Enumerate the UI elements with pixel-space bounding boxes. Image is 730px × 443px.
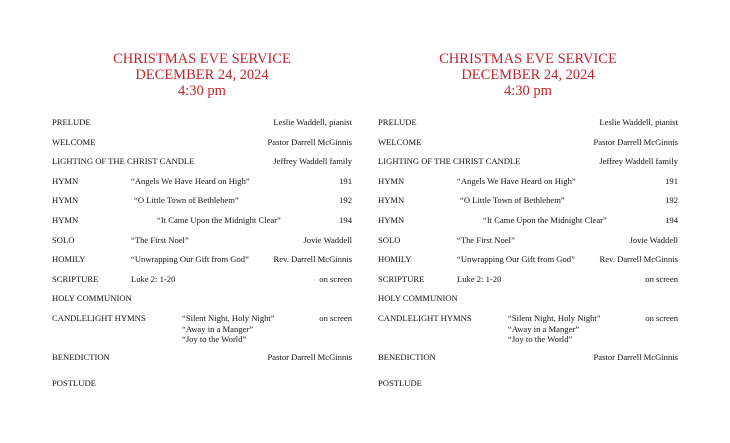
item-label: LIGHTING OF THE CHRIST CANDLE: [378, 156, 521, 166]
item-detail-list: [508, 313, 601, 345]
item-performer: Pastor Darrell McGinnis: [267, 137, 352, 147]
item-detail: “Angels We Have Heard on High”: [131, 176, 250, 186]
item-welcome: [378, 137, 678, 149]
item-hymn-1: [378, 176, 678, 188]
item-detail: Luke 2: 1-20: [457, 274, 502, 284]
item-label: HOMILY: [52, 254, 86, 264]
item-performer: Leslie Waddell, pianist: [599, 117, 678, 127]
item-label: POSTLUDE: [378, 378, 422, 388]
item-hymn-3: [378, 215, 678, 227]
item-hymn-2: [52, 195, 352, 207]
item-detail: “The First Noel”: [131, 235, 189, 245]
item-prelude: [52, 117, 352, 129]
item-postlude: [378, 378, 678, 390]
item-prelude: [378, 117, 678, 129]
item-label: HYMN: [378, 215, 405, 225]
item-detail: “O Little Town of Bethlehem”: [460, 195, 565, 205]
title-line-1: CHRISTMAS EVE SERVICE: [113, 51, 291, 67]
item-detail: “It Came Upon the Midnight Clear”: [483, 215, 607, 225]
item-performer: Jovie Waddell: [629, 235, 678, 245]
item-label: HYMN: [52, 176, 79, 186]
item-label: CANDLELIGHT HYMNS: [378, 313, 472, 323]
item-homily: [52, 254, 352, 266]
item-benediction: [52, 352, 352, 364]
item-detail: “Angels We Have Heard on High”: [457, 176, 576, 186]
item-detail: “It Came Upon the Midnight Clear”: [157, 215, 281, 225]
item-label: HYMN: [378, 195, 405, 205]
item-note: on screen: [645, 313, 678, 323]
hymn-number: 191: [665, 176, 678, 186]
title-line-2: DECEMBER 24, 2024: [135, 67, 269, 83]
item-detail: Luke 2: 1-20: [131, 274, 176, 284]
hymn-number: 194: [339, 215, 352, 225]
item-detail: “Unwrapping Our Gift from God”: [131, 254, 249, 264]
item-performer: Jeffrey Waddell family: [599, 156, 678, 166]
item-welcome: [52, 137, 352, 149]
title-line-3: 4:30 pm: [178, 83, 226, 99]
item-detail: “Joy to the World”: [508, 334, 573, 344]
item-note: on screen: [645, 274, 678, 284]
item-label: HYMN: [52, 215, 79, 225]
item-label: WELCOME: [52, 137, 96, 147]
item-detail: “O Little Town of Bethlehem”: [134, 195, 239, 205]
item-christ-candle: [52, 156, 352, 168]
item-detail: “Unwrapping Our Gift from God”: [457, 254, 575, 264]
item-performer: Rev. Darrell McGinnis: [273, 254, 352, 264]
item-label: BENEDICTION: [378, 352, 436, 362]
item-label: PRELUDE: [52, 117, 91, 127]
item-holy-communion: [52, 293, 352, 305]
item-detail: “Joy to the World”: [182, 334, 247, 344]
item-performer: Rev. Darrell McGinnis: [599, 254, 678, 264]
item-label: HOLY COMMUNION: [52, 293, 132, 303]
item-performer: Pastor Darrell McGinnis: [593, 137, 678, 147]
item-label: SCRIPTURE: [378, 274, 425, 284]
item-scripture: [378, 274, 678, 286]
item-detail: “Away in a Manger”: [508, 323, 580, 334]
item-performer: Leslie Waddell, pianist: [273, 117, 352, 127]
item-label: HYMN: [378, 176, 405, 186]
item-note: on screen: [319, 313, 352, 323]
service-title: [378, 51, 678, 99]
item-detail-list: [182, 313, 275, 345]
item-label: WELCOME: [378, 137, 422, 147]
item-performer: Pastor Darrell McGinnis: [267, 352, 352, 362]
item-postlude: [52, 378, 352, 390]
item-label: HOLY COMMUNION: [378, 293, 458, 303]
item-hymn-3: [52, 215, 352, 227]
item-detail: “Silent Night, Holy Night”: [508, 313, 601, 323]
item-label: SCRIPTURE: [52, 274, 99, 284]
title-line-1: CHRISTMAS EVE SERVICE: [439, 51, 617, 67]
item-christ-candle: [378, 156, 678, 168]
item-detail: “Silent Night, Holy Night”: [182, 313, 275, 323]
item-hymn-1: [52, 176, 352, 188]
item-label: LIGHTING OF THE CHRIST CANDLE: [52, 156, 195, 166]
item-label: SOLO: [52, 235, 75, 245]
program-left: [52, 0, 352, 443]
item-note: on screen: [319, 274, 352, 284]
item-label: PRELUDE: [378, 117, 417, 127]
item-label: HOMILY: [378, 254, 412, 264]
item-label: SOLO: [378, 235, 401, 245]
title-line-2: DECEMBER 24, 2024: [461, 67, 595, 83]
item-performer: Jovie Waddell: [303, 235, 352, 245]
item-benediction: [378, 352, 678, 364]
item-holy-communion: [378, 293, 678, 305]
item-performer: Pastor Darrell McGinnis: [593, 352, 678, 362]
item-label: HYMN: [52, 195, 79, 205]
item-label: POSTLUDE: [52, 378, 96, 388]
item-detail: “Away in a Manger”: [182, 323, 254, 334]
title-line-3: 4:30 pm: [504, 83, 552, 99]
item-candlelight-hymns: [52, 313, 352, 345]
item-solo: [52, 235, 352, 247]
item-homily: [378, 254, 678, 266]
service-title: [52, 51, 352, 99]
program-right: [378, 0, 678, 443]
item-performer: Jeffrey Waddell family: [273, 156, 352, 166]
item-label: CANDLELIGHT HYMNS: [52, 313, 146, 323]
item-detail: “The First Noel”: [457, 235, 515, 245]
item-scripture: [52, 274, 352, 286]
hymn-number: 192: [339, 195, 352, 205]
item-label: BENEDICTION: [52, 352, 110, 362]
item-hymn-2: [378, 195, 678, 207]
item-candlelight-hymns: [378, 313, 678, 345]
hymn-number: 191: [339, 176, 352, 186]
item-solo: [378, 235, 678, 247]
hymn-number: 194: [665, 215, 678, 225]
hymn-number: 192: [665, 195, 678, 205]
